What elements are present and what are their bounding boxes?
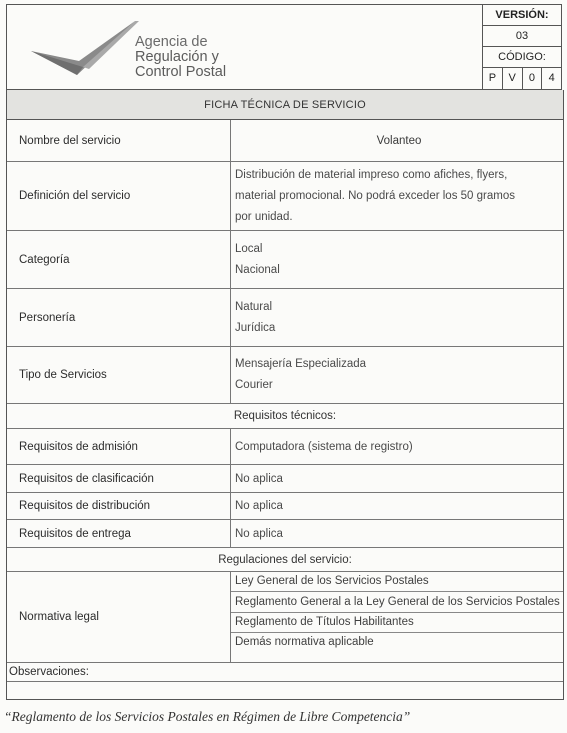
value-line: por unidad. [235, 210, 293, 223]
table-row [7, 162, 563, 231]
value-line: material promocional. No podrá exceder los 50 gramos [235, 189, 515, 202]
code-char: 0 [523, 68, 543, 89]
row-value [231, 465, 563, 492]
value-line: No aplica [235, 500, 283, 512]
value-line: Jurídica [235, 321, 276, 334]
document-meta-box [482, 5, 561, 89]
document-header [6, 4, 562, 90]
table-row [7, 429, 563, 465]
code-char: 4 [548, 72, 555, 84]
row-label: Nombre del servicio [7, 120, 231, 161]
agency-name-line-1: Agencia de [135, 34, 208, 50]
agency-name [135, 35, 226, 80]
row-value [231, 289, 563, 346]
code-char: V [503, 68, 523, 89]
value-line: Local [235, 242, 263, 255]
table-row [7, 520, 563, 548]
version-value: 03 [483, 26, 561, 47]
table-row [7, 493, 563, 520]
row-label: Personería [7, 289, 231, 346]
row-label: Tipo de Servicios [7, 347, 231, 403]
version-label: VERSIÓN: [483, 5, 561, 26]
value-line: No aplica [235, 472, 283, 485]
observaciones-label: Observaciones: [7, 663, 563, 682]
normativa-item: Ley General de los Servicios Postales [231, 572, 563, 592]
agency-name-line-3: Control Postal [135, 64, 227, 80]
agency-logo [7, 5, 483, 89]
agency-name-line-2: Regulación y [135, 49, 219, 65]
code-label: CÓDIGO: [483, 47, 561, 68]
value-line: Nacional [235, 263, 280, 276]
row-label: Normativa legal [7, 572, 231, 662]
row-value [231, 429, 563, 464]
row-label: Requisitos de entrega [7, 520, 231, 547]
service-sheet-table [6, 90, 564, 700]
row-label: Definición del servicio [7, 162, 231, 230]
sheet-title: FICHA TÉCNICA DE SERVICIO [7, 90, 563, 120]
value-line: Mensajería Especializada [235, 358, 367, 370]
normativa-item: Demás normativa aplicable [235, 636, 374, 648]
row-label: Requisitos de admisión [7, 429, 231, 464]
row-value [231, 231, 563, 288]
value-line: Distribución de material impreso como afiches, flyers, [235, 168, 508, 181]
row-value [231, 493, 563, 519]
document-footer: “Reglamento de los Servicios Postales en Régimen de Libre Competencia” [4, 709, 411, 724]
row-value [231, 162, 563, 230]
value-line: No aplica [235, 527, 283, 540]
code-char: P [483, 68, 503, 89]
observaciones-field [7, 682, 563, 700]
table-row [7, 120, 563, 162]
value-line: Courier [235, 379, 273, 391]
table-row [7, 347, 563, 404]
normativa-item: Reglamento General a la Ley General de los Servicios Postales [231, 592, 563, 613]
normativa-item: Reglamento de Títulos Habilitantes [231, 613, 563, 633]
row-label: Categoría [7, 231, 231, 288]
row-label: Requisitos de distribución [7, 493, 231, 519]
table-row [7, 289, 563, 347]
value-line: Volanteo [376, 134, 422, 147]
value-line: Natural [235, 300, 273, 313]
normativa-list [231, 572, 563, 662]
regulaciones-section-title: Regulaciones del servicio: [7, 548, 563, 572]
row-value [231, 120, 563, 161]
checkmark-logo-icon [29, 17, 139, 81]
table-row [7, 231, 563, 289]
requisitos-section-title: Requisitos técnicos: [7, 404, 563, 429]
row-value [231, 347, 563, 403]
row-label: Requisitos de clasificación [7, 465, 231, 492]
row-value [231, 520, 563, 547]
value-line: Computadora (sistema de registro) [235, 440, 413, 453]
normativa-row [7, 572, 563, 663]
code-value [483, 68, 561, 89]
table-row [7, 465, 563, 493]
